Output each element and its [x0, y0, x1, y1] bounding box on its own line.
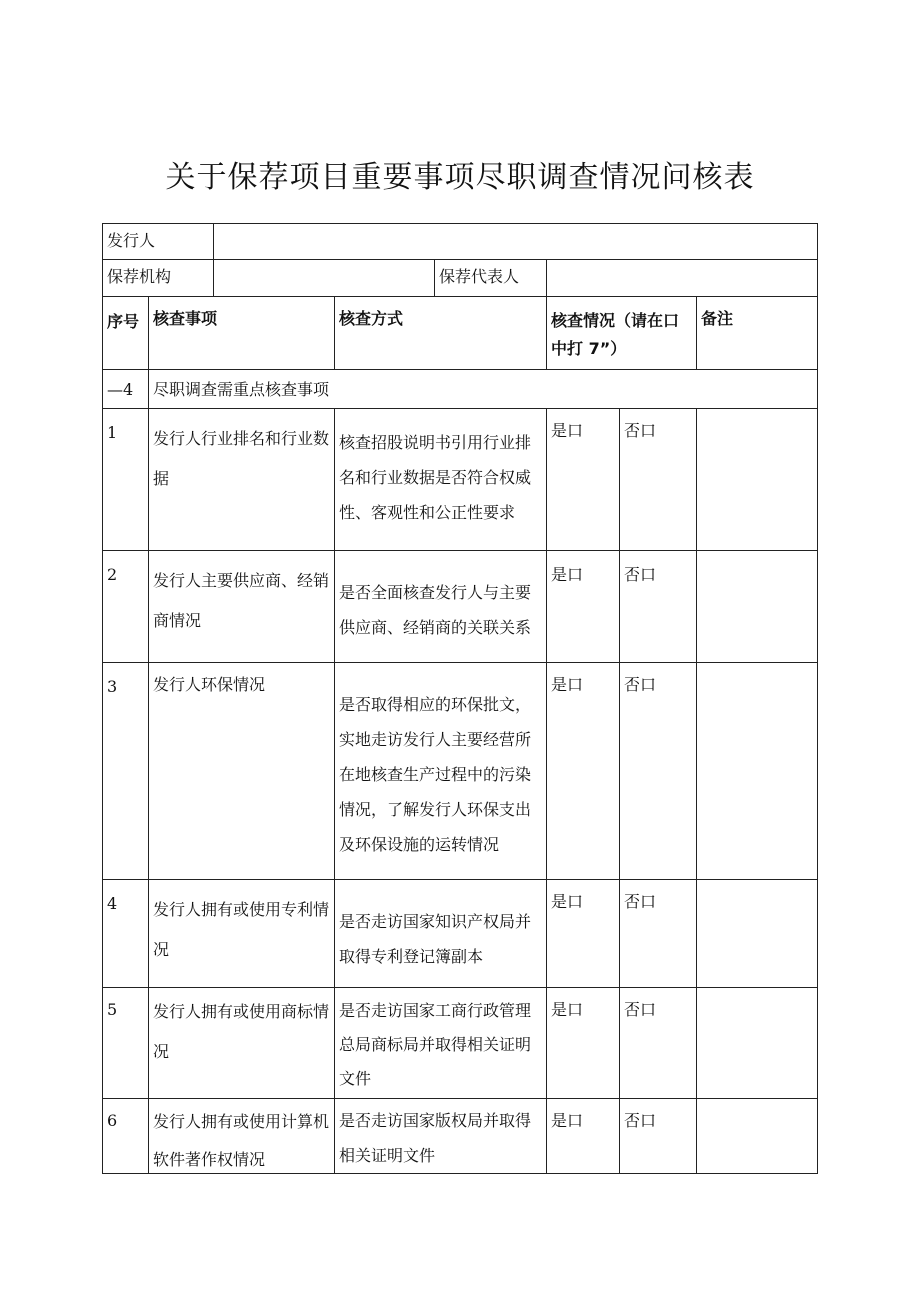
representative-label: 保荐代表人: [434, 259, 547, 297]
column-header-remark: 备注: [696, 296, 818, 370]
table-row-item: 发行人环保情况: [148, 662, 335, 880]
table-row-no-checkbox[interactable]: 否口: [619, 408, 697, 551]
table-row-method: 是否走访国家知识产权局并取得专利登记簿副本: [334, 879, 547, 988]
column-header-status: 核查情况（请在口中打 7”）: [546, 296, 697, 370]
table-row-seq: 3: [102, 662, 149, 880]
table-row-no-checkbox[interactable]: 否口: [619, 550, 697, 663]
table-row-remark: [696, 550, 818, 663]
table-row-item: 发行人拥有或使用商标情况: [148, 987, 335, 1099]
column-header-method: 核查方式: [334, 296, 547, 370]
table-row-remark: [696, 987, 818, 1099]
column-header-item: 核查事项: [148, 296, 335, 370]
table-row-no-checkbox[interactable]: 否口: [619, 879, 697, 988]
table-row-yes-checkbox[interactable]: 是口: [546, 1098, 620, 1174]
table-row-remark: [696, 662, 818, 880]
table-row-item: 发行人拥有或使用计算机软件著作权情况: [148, 1098, 335, 1174]
sponsor-value: [213, 259, 435, 297]
table-row-item: 发行人主要供应商、经销商情况: [148, 550, 335, 663]
table-row-remark: [696, 1098, 818, 1174]
table-row-method: 是否全面核查发行人与主要供应商、经销商的关联关系: [334, 550, 547, 663]
document-title: 关于保荐项目重要事项尽职调查情况问核表: [165, 160, 755, 195]
representative-value: [546, 259, 818, 297]
table-row-method: 是否走访国家工商行政管理总局商标局并取得相关证明文件: [334, 987, 547, 1099]
issuer-value: [213, 223, 818, 260]
table-row-seq: 5: [102, 987, 149, 1099]
table-row-seq: 4: [102, 879, 149, 988]
table-row-no-checkbox[interactable]: 否口: [619, 987, 697, 1099]
table-row-yes-checkbox[interactable]: 是口: [546, 879, 620, 988]
section-number: —4: [102, 369, 149, 409]
table-row-method: 核查招股说明书引用行业排名和行业数据是否符合权威性、客观性和公正性要求: [334, 408, 547, 551]
table-row-method: 是否走访国家版权局并取得相关证明文件: [334, 1098, 547, 1174]
table-row-yes-checkbox[interactable]: 是口: [546, 550, 620, 663]
table-row-yes-checkbox[interactable]: 是口: [546, 987, 620, 1099]
table-row-seq: 1: [102, 408, 149, 551]
table-row-item: 发行人行业排名和行业数据: [148, 408, 335, 551]
table-row-method: 是否取得相应的环保批文，实地走访发行人主要经营所在地核查生产过程中的污染情况，了解发行人环保支出及环保设施的运转情况: [334, 662, 547, 880]
column-header-seq: 序号: [102, 296, 149, 370]
table-row-yes-checkbox[interactable]: 是口: [546, 408, 620, 551]
table-row-seq: 6: [102, 1098, 149, 1174]
issuer-label: 发行人: [102, 223, 214, 260]
section-title: 尽职调查需重点核查事项: [148, 369, 818, 409]
table-row-yes-checkbox[interactable]: 是口: [546, 662, 620, 880]
table-row-seq: 2: [102, 550, 149, 663]
table-row-no-checkbox[interactable]: 否口: [619, 1098, 697, 1174]
table-row-item: 发行人拥有或使用专利情况: [148, 879, 335, 988]
table-row-remark: [696, 408, 818, 551]
sponsor-label: 保荐机构: [102, 259, 214, 297]
table-row-no-checkbox[interactable]: 否口: [619, 662, 697, 880]
table-row-remark: [696, 879, 818, 988]
